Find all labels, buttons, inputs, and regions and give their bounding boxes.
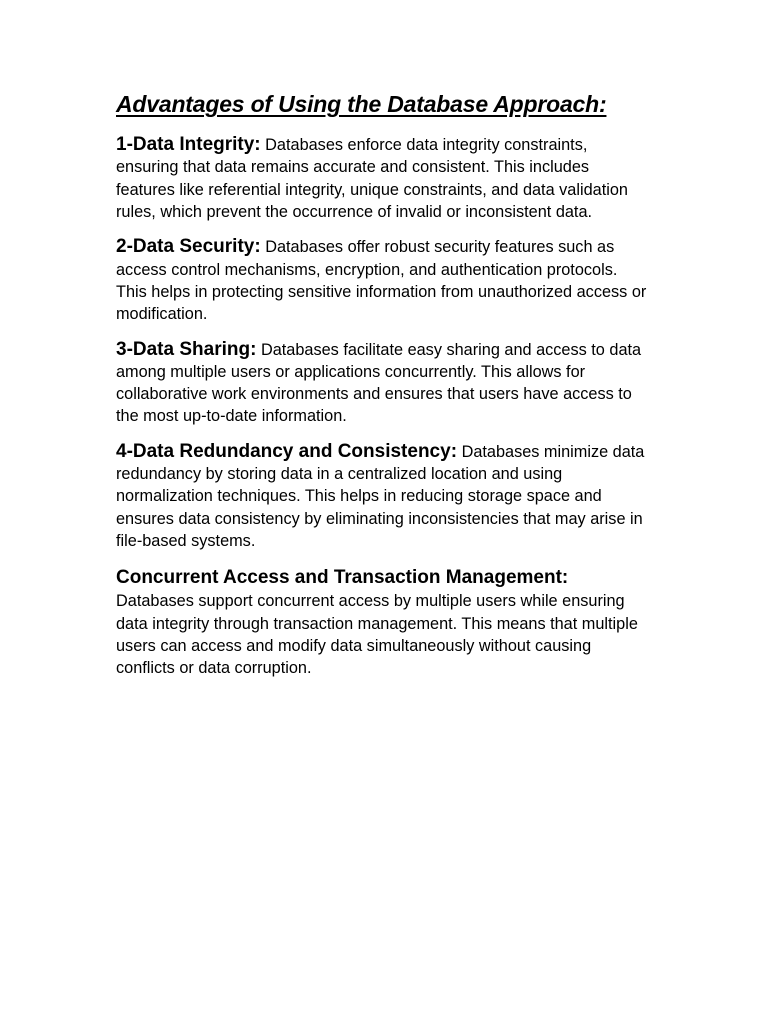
section-heading: 3-Data Sharing: <box>116 338 257 360</box>
section-heading: 4-Data Redundancy and Consistency: <box>116 440 458 462</box>
section-data-redundancy <box>116 441 652 552</box>
section-text: Databases enforce data integrity constraints, ensuring that data remains accurate and consistent. This includes features like referential integrity, unique constraints, and data validation rules, which prevent the occurrence of invalid or inconsistent data. <box>116 136 628 222</box>
section-heading: 2-Data Security: <box>116 236 261 258</box>
section-data-security <box>116 236 652 325</box>
section-text: Databases offer robust security features such as access control mechanisms, encryption, and authentication protocols. This helps in protecting sensitive information from unauthorized access or modification. <box>116 238 647 324</box>
document-page <box>116 88 652 692</box>
section-data-sharing <box>116 339 652 428</box>
section-heading: Concurrent Access and Transaction Management: <box>116 567 569 589</box>
section-concurrent-access <box>116 565 652 679</box>
section-heading: 1-Data Integrity: <box>116 134 261 156</box>
section-text: Databases minimize data redundancy by storing data in a centralized location and using normalization techniques. This helps in reducing storage space and ensures data consistency by eliminating inconsistencies that may arise in file-based systems. <box>116 442 645 550</box>
section-data-integrity <box>116 134 652 223</box>
section-text: Databases support concurrent access by multiple users while ensuring data integrity through transaction management. This means that multiple users can access and modify data simultaneously without causing conflicts or data corruption. <box>116 592 638 678</box>
section-text: Databases facilitate easy sharing and access to data among multiple users or applications concurrently. This allows for collaborative work environments and ensures that users have access to the most up-to-date information. <box>116 340 642 426</box>
document-title: Advantages of Using the Database Approach: <box>116 91 607 117</box>
